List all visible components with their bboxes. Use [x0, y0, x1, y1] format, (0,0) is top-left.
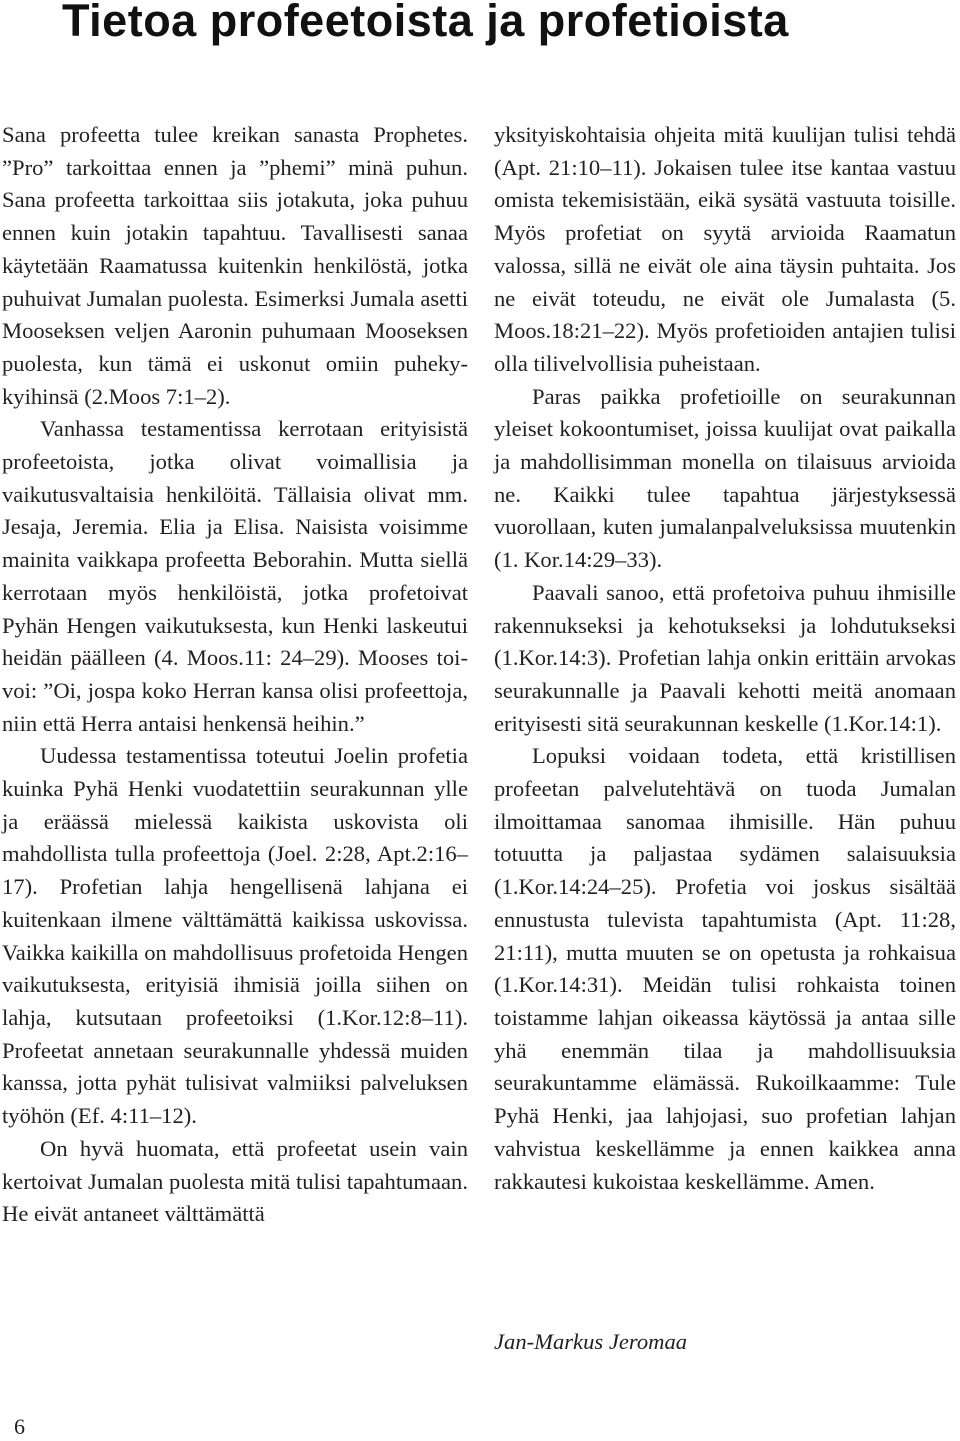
right-column	[494, 119, 956, 1198]
paragraph: yksityiskohtaisia ohjeita mitä kuulijan tulisi tehdä (Apt. 21:10–11). Jokaisen tulee itse kantaa vastuu omista tekemisistään, eikä sysätä vastuuta toisille. Myös profetiat on syytä arvioida Raamatun valossa, sillä ne eivät ole aina täysin puhtaita. Jos ne eivät toteudu, ne eivät ole Jumalasta (5. Moos.18:21–22). Myös profetioiden antajien tulisi olla tilivelvollisia puheistaan.	[494, 122, 956, 376]
paragraph: Uudessa testamentissa toteutui Joelin profetia kuinka Pyhä Henki vuodatettiin seurakunnan ylle ja eräässä mielessä kaikista uskovista oli mahdollista tulla profeettoja (Joel. 2:28, Apt.2:16–17). Profetian lahja hengellisenä lahjana ei kuitenkaan ilmene välttämättä kaikissa uskovissa. Vaikka kaikilla on mahdollisuus profetoida Hengen vaikutuksesta, erityisiä ihmisiä joilla siihen on lahja, kutsutaan profeetoiksi (1.Kor.12:8–11). Profeetat annetaan seurakunnalle yhdessä muiden kanssa, jotta pyhät tulisivat valmiiksi palveluksen työhön (Ef. 4:11–12).	[2, 743, 468, 1129]
paragraph: Paavali sanoo, että profetoiva puhuu ihmisille rakennukseksi ja kehotukseksi ja lohdutukseksi (1.Kor.14:3). Profetian lahja onkin erittäin arvokas seurakunnalle ja Paavali kehotti meitä anomaan erityisesti sitä seurakunnan keskelle (1.Kor.14:1).	[494, 579, 956, 736]
paragraph: Paras paikka profetioille on seurakunnan yleiset kokoontumiset, joissa kuulijat ovat paikalla ja mahdollisimman monella on tilaisuus arvioida ne. Kaikki tulee tapahtua järjestyksessä vuorollaan, kuten jumalanpalveluksissa muutenkin (1. Kor.14:29–33).	[494, 383, 956, 573]
page-number: 6	[14, 1414, 25, 1439]
paragraph: Vanhassa testamentissa kerrotaan erityisistä profeetoista, jotka olivat voimallisia ja vaikutusvaltaisia henkilöitä. Tällaisia olivat mm. Jesaja, Jeremia. Elia ja Elisa. Naisista voisimme mainita vaikkapa profeetta Beborahin. Mutta siellä kerrotaan myös henkilöistä, jotka profetoivat Pyhän Hengen vaikutuksesta, kun Henki laskeutui heidän päälleen (4. Moos.11: 24–29). Mooses toivoi: ”Oi, jospa koko Herran kansa olisi profeettoja, niin että Herra antaisi henkensä heihin.”	[2, 416, 468, 736]
left-column	[2, 119, 468, 1231]
paragraph: On hyvä huomata, että profeetat usein vain kertoivat Jumalan puolesta mitä tulisi tapahtumaan. He eivät antaneet välttämättä	[2, 1135, 468, 1227]
page-title: Tietoa profeetoista ja profetioista	[62, 0, 789, 46]
paragraph: Lopuksi voidaan todeta, että kristillisen profeetan palvelutehtävä on tuoda Jumalan ilmoittamaa sanomaa ihmisille. Hän puhuu totuutta ja paljastaa sydämen salaisuuksia (1.Kor.14:24–25). Profetia voi joskus sisältää ennustusta tulevista tapahtumista (Apt. 11:28, 21:11), mutta muuten se on opetusta ja rohkaisua (1.Kor.14:31). Meidän tulisi rohkaista toinen toistamme lahjan oikeassa käytössä ja antaa sille yhä enemmän tilaa ja mahdollisuuksia seurakuntamme elämässä. Rukoilkaamme: Tule Pyhä Henki, jaa lahjojasi, suo profetian lahjan vahvistua keskellämme ja ennen kaikkea anna rakkautesi kukoistaa keskellämme. Amen.	[494, 743, 956, 1194]
author-signature: Jan-Markus Jeromaa	[494, 1329, 688, 1354]
paragraph: Sana profeetta tulee kreikan sanasta Prophetes. ”Pro” tarkoittaa ennen ja ”phemi” minä puhun. Sana profeetta tarkoittaa siis jotakuta, joka puhuu ennen kuin jotakin tapahtuu. Tavallisesti sanaa käytetään Raamatussa kuitenkin henkilöstä, jotka puhuivat Jumalan puolesta. Esimerksi Jumala asetti Mooseksen veljen Aaronin puhumaan Mooseksen puolesta, kun tämä ei uskonut omiin puhekykyihinsä (2.Moos 7:1–2).	[2, 122, 468, 409]
